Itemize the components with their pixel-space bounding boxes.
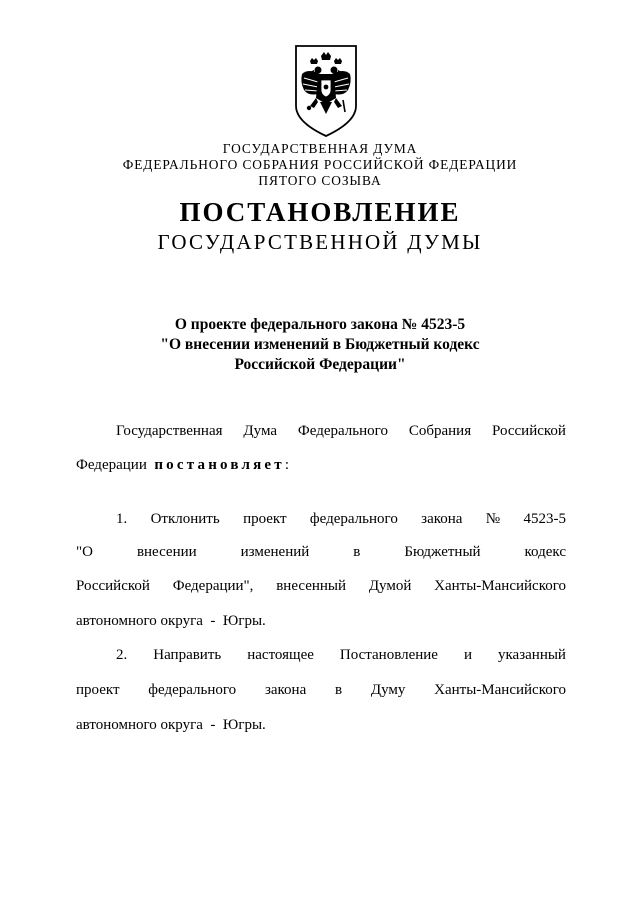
item-1-line-1 <box>116 510 566 528</box>
subject-line-1: О проекте федерального закона № 4523-5 <box>174 316 466 333</box>
word: проект <box>76 682 120 698</box>
item-1-line-3 <box>76 577 566 595</box>
item-number: 1. <box>116 511 128 527</box>
word: настоящее <box>247 647 314 663</box>
word: Отклонить <box>150 511 220 527</box>
word: Государственная <box>116 423 223 439</box>
word: Ханты-Мансийского <box>434 578 566 594</box>
word: Федерального <box>297 423 388 439</box>
word: кодекс <box>524 544 566 560</box>
convocation-line: ПЯТОГО СОЗЫВА <box>258 173 382 188</box>
item-1-line-2 <box>76 543 566 561</box>
word: закона <box>421 511 463 527</box>
preamble-line-1 <box>116 422 566 440</box>
subject-line-2: "О внесении изменений в Бюджетный кодекс <box>160 336 480 353</box>
item-2-line-1 <box>116 646 566 664</box>
word: Федерации <box>76 457 147 473</box>
word: в <box>335 682 343 698</box>
word: Федерации", <box>172 578 254 594</box>
word: внесенный <box>276 578 347 594</box>
word: изменений <box>240 544 310 560</box>
preamble-line-2 <box>76 456 289 474</box>
org-name-line-1: ГОСУДАРСТВЕННАЯ ДУМА <box>222 141 418 156</box>
resolution-verb: постановляет <box>154 457 285 473</box>
russian-coat-of-arms-icon <box>290 42 362 138</box>
word: Думу <box>370 682 406 698</box>
word: указанный <box>497 647 566 663</box>
word: Постановление <box>339 647 438 663</box>
word: Собрания <box>408 423 472 439</box>
word: Бюджетный <box>404 544 481 560</box>
word: Ханты-Мансийского <box>434 682 566 698</box>
document-type-title: ПОСТАНОВЛЕНИЕ <box>179 197 461 227</box>
item-2-line-3: автономного округа - Югры. <box>76 717 266 733</box>
subject-line-3: Российской Федерации" <box>234 356 406 373</box>
word: Российской <box>492 423 566 439</box>
word: закона <box>264 682 307 698</box>
word: 4523-5 <box>523 511 566 527</box>
item-1-line-4: автономного округа - Югры. <box>76 613 266 629</box>
item-number: 2. <box>116 647 128 663</box>
word: внесении <box>136 544 197 560</box>
word: Дума <box>243 423 278 439</box>
word: федерального <box>309 511 398 527</box>
org-name-line-2: ФЕДЕРАЛЬНОГО СОБРАНИЯ РОССИЙСКОЙ ФЕДЕРАЦИИ <box>122 157 518 172</box>
word: Думой <box>368 578 412 594</box>
item-2-line-2 <box>76 681 566 699</box>
word: и <box>463 647 472 663</box>
word: Российской <box>76 578 150 594</box>
colon: : <box>284 457 289 473</box>
word: Направить <box>153 647 222 663</box>
document-issuer: ГОСУДАРСТВЕННОЙ ДУМЫ <box>157 230 483 254</box>
word: № <box>485 511 501 527</box>
word: в <box>353 544 361 560</box>
word: проект <box>243 511 287 527</box>
word: "О <box>76 544 93 560</box>
word: федерального <box>148 682 237 698</box>
